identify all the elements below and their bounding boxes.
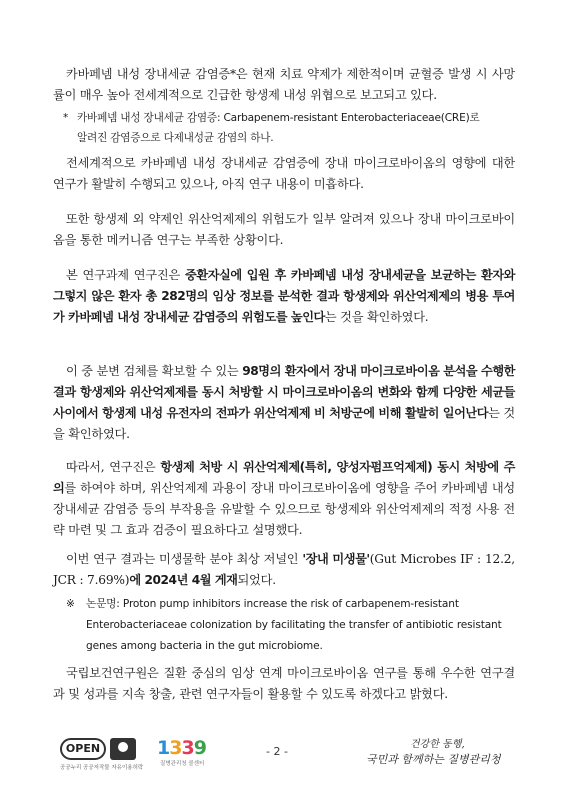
kogl-type-icon — [110, 738, 136, 760]
footnote-line: 알려진 감염증으로 다제내성균 감염의 하나. — [77, 132, 274, 144]
slogan-line: 국민과 함께하는 질병관리청 — [366, 753, 501, 766]
highlight-text: 중환자실에 입원 후 카바페넴 내성 장내세균을 보균하는 환자와 그렇지 않은 환자 총 282명의 임상 정보를 분석한 결과 항생제와 위산억제제의 병용 투여가 카바페넴 내성 장내세균 감염증의 위험도를 높인다 — [53, 268, 516, 324]
highlight-text: 항생제 처방 시 위산억제제(특히, 양성자펌프억제제) 동시 처방에 주의 — [53, 460, 515, 495]
footnote-cre-definition — [63, 108, 518, 148]
hotline-digit: 3 — [169, 737, 182, 759]
footnote-line: 논문명: Proton pump inhibitors increase the risk of carbapenem-resistant — [86, 598, 459, 610]
hotline-number — [157, 737, 209, 759]
paragraph-cre-overview: 카바페넴 내성 장내세균 감염증*은 현재 치료 약제가 제한적이며 균혈증 발생 시 사망률이 매우 높아 전세계적으로 긴급한 항생제 내성 위협으로 보고되고 있다. — [53, 67, 515, 102]
journal-name: '장내 미생물' — [302, 552, 370, 566]
hotline-caption: 질병관리청 콜센터 — [160, 761, 205, 767]
paragraph-closing-statement: 국립보건연구원은 질환 중심의 임상 연계 마이크로바이옴 연구를 통해 우수한 연구결과 및 성과를 지속 창출, 관련 연구자들이 활용할 수 있도록 하겠다고 밝혔다. — [53, 666, 515, 701]
text-span: 에 — [129, 573, 145, 587]
open-badge: OPEN — [60, 738, 106, 760]
hotline-1339-logo — [157, 737, 209, 773]
text-span: 따라서, 연구진은 — [66, 460, 161, 474]
text-span: 되었다. — [237, 573, 276, 587]
hotline-digit: 1 — [157, 737, 170, 759]
text-span: 이번 연구 결과는 미생물학 분야 최상 저널인 — [66, 552, 303, 566]
footnote-line: genes among bacteria in the gut microbiome. — [86, 640, 323, 652]
paragraph-microbiome-analysis — [53, 361, 515, 445]
text-span: (Gut Microbes IF : 12.2, JCR : 7.69%) — [53, 552, 515, 587]
hotline-digit: 9 — [193, 737, 206, 759]
publication-date: 2024년 4월 게재 — [144, 573, 238, 587]
page-number: - 2 - — [266, 745, 288, 758]
text-span: 이 중 분변 검체를 확보할 수 있는 — [66, 364, 243, 378]
hotline-digit: 3 — [181, 737, 194, 759]
footnote-line: 카바페넴 내성 장내세균 감염증: Carbapenem-resistant Enterobacteriaceae(CRE)로 — [77, 112, 480, 124]
text-span: 본 연구과제 연구진은 — [66, 268, 186, 282]
footnote-line: Enterobacteriaceae colonization by facilitating the transfer of antibiotic resistant — [86, 619, 502, 631]
kogl-open-logo — [60, 738, 144, 772]
paragraph-research-status: 전세계적으로 카바페넴 내성 장내세균 감염증에 장내 마이크로바이옴의 영향에 대한 연구가 활발히 수행되고 있으나, 아직 연구 내용이 미흡하다. — [53, 156, 515, 191]
slogan-line: 건강한 동행, — [410, 739, 465, 750]
text-span: 는 것을 확인하였다. — [324, 310, 429, 324]
footnote-asterisk: * — [63, 112, 69, 124]
open-logo-caption: 공공누리 공공저작물 자유이용허락 — [60, 765, 144, 771]
text-span: 를 하여야 하며, 위산억제제 과용이 장내 마이크로바이옴에 영향을 주어 카바페넴 내성 장내세균 감염증 등의 부작용을 유발할 수 있으므로 항생제와 위산억제제의 적정 사용 전략 마련 및 그 효과 검증이 필요하다고 설명했다. — [53, 481, 515, 537]
paragraph-icu-study-result — [53, 265, 515, 328]
paragraph-acid-suppressant-risk: 또한 항생제 외 약제인 위산억제제의 위험도가 일부 알려져 있으나 장내 마이크로바이옴을 통한 메커니즘 연구는 부족한 상황이다. — [53, 212, 515, 247]
paragraph-publication — [53, 549, 515, 591]
paragraph-recommendation — [53, 457, 515, 541]
highlight-text: 98명의 환자에서 장내 마이크로바이옴 분석을 수행한 결과 항생제와 위산억제제를 동시 처방할 시 마이크로바이옴의 변화와 함께 다양한 세균들 사이에서 항생제 내성 유전자의 전파가 위산억제제 비 처방군에 비해 활발히 일어난다 — [53, 364, 516, 420]
kdca-slogan — [366, 735, 516, 775]
text-span: 는 것을 확인하였다. — [53, 406, 515, 441]
reference-mark: ※ — [66, 598, 75, 610]
footnote-paper-title — [66, 594, 516, 657]
